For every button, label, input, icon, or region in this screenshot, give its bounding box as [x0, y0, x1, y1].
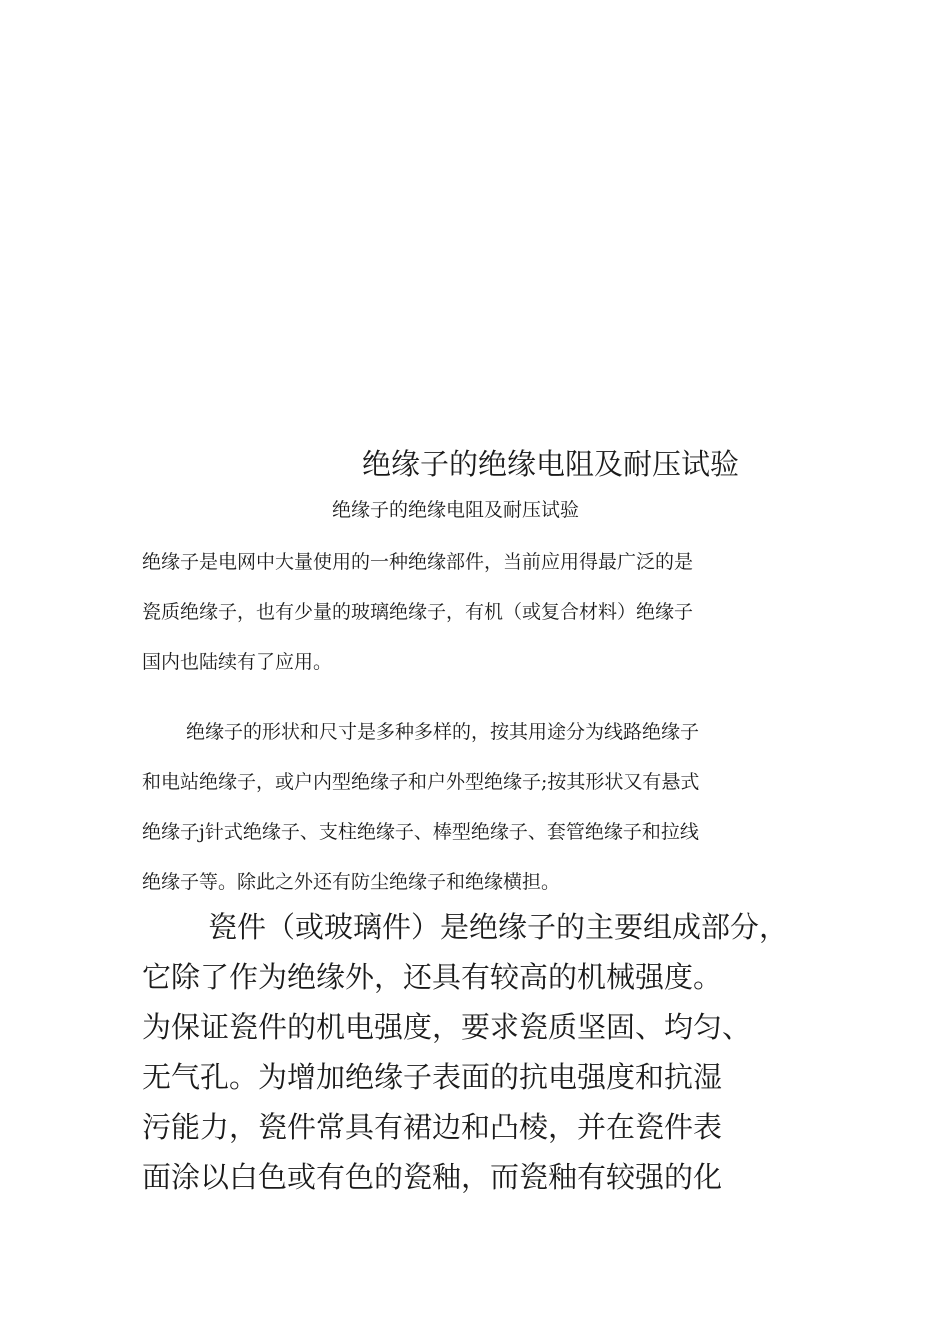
document-subtitle: 绝缘子的绝缘电阻及耐压试验	[332, 499, 580, 521]
paragraph1-line: 国内也陆续有了应用。	[142, 651, 333, 673]
paragraph3-line: 为保证瓷件的机电强度，要求瓷质坚固、均匀、	[142, 1010, 752, 1044]
paragraph1-line: 瓷质绝缘子，也有少量的玻璃绝缘子，有机（或复合材料）绝缘子	[142, 601, 694, 623]
paragraph3-line: 无气孔。为增加绝缘子表面的抗电强度和抗湿	[142, 1060, 723, 1094]
document-title: 绝缘子的绝缘电阻及耐压试验	[362, 447, 740, 481]
paragraph2-line: 和电站绝缘子，或户内型绝缘子和户外型绝缘子;按其形状又有悬式	[142, 771, 700, 793]
paragraph3-line: 面涂以白色或有色的瓷釉，而瓷釉有较强的化	[142, 1160, 723, 1194]
paragraph2-line: 绝缘子j针式绝缘子、支柱绝缘子、棒型绝缘子、套管绝缘子和拉线	[142, 821, 699, 843]
paragraph2-line: 绝缘子的形状和尺寸是多种多样的，按其用途分为线路绝缘子	[186, 721, 700, 743]
paragraph2-line: 绝缘子等。除此之外还有防尘绝缘子和绝缘横担。	[142, 871, 561, 893]
paragraph3-line: 瓷件（或玻璃件）是绝缘子的主要组成部分，	[208, 910, 789, 944]
paragraph3-line: 污能力，瓷件常具有裙边和凸棱，并在瓷件表	[142, 1110, 723, 1144]
paragraph3-line: 它除了作为绝缘外，还具有较高的机械强度。	[142, 960, 723, 994]
paragraph1-line: 绝缘子是电网中大量使用的一种绝缘部件，当前应用得最广泛的是	[142, 551, 694, 573]
